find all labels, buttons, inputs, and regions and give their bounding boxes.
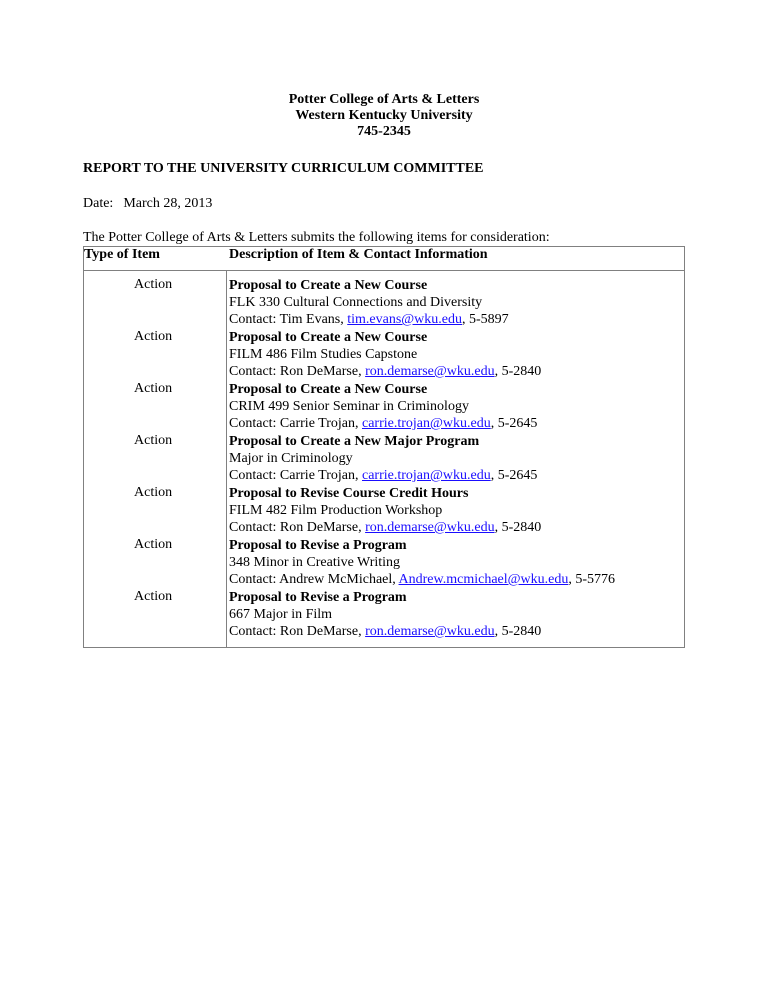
item-contact — [229, 623, 684, 640]
item-type: Action — [134, 381, 173, 396]
item-course: Major in Criminology — [229, 451, 353, 466]
items-table — [83, 246, 685, 648]
type-column — [84, 271, 227, 647]
item-contact — [229, 415, 684, 432]
contact-phone: , 5-2840 — [494, 520, 542, 535]
item-title: Proposal to Create a New Major Program — [229, 434, 480, 449]
contact-name: Contact: Carrie Trojan, — [229, 416, 362, 431]
date-line — [83, 196, 212, 212]
item-type: Action — [134, 485, 173, 500]
contact-name: Contact: Andrew McMichael, — [229, 572, 399, 587]
description-column — [227, 271, 684, 647]
phone-number: 745-2345 — [357, 124, 411, 139]
item-course: 348 Minor in Creative Writing — [229, 555, 401, 570]
item-contact — [229, 571, 684, 588]
contact-phone: , 5-2840 — [494, 364, 542, 379]
column-header-type: Type of Item — [84, 247, 160, 262]
item-type: Action — [134, 277, 173, 292]
item-title: Proposal to Create a New Course — [229, 278, 428, 293]
item-title: Proposal to Create a New Course — [229, 330, 428, 345]
item-title: Proposal to Revise a Program — [229, 538, 407, 553]
table-body — [84, 271, 684, 647]
table-row — [229, 329, 684, 381]
table-row — [229, 433, 684, 485]
table-row — [229, 537, 684, 589]
contact-email-link[interactable]: ron.demarse@wku.edu — [365, 364, 495, 379]
item-type: Action — [134, 433, 173, 448]
contact-email-link[interactable]: tim.evans@wku.edu — [347, 312, 462, 327]
contact-name: Contact: Tim Evans, — [229, 312, 348, 327]
date-label: Date: — [83, 196, 114, 211]
item-course: FLK 330 Cultural Connections and Diversity — [229, 295, 483, 310]
item-contact — [229, 363, 684, 380]
intro-text: The Potter College of Arts & Letters submits the following items for consideration: — [83, 230, 550, 245]
item-contact — [229, 467, 684, 484]
table-header — [84, 247, 684, 271]
contact-phone: , 5-5776 — [568, 572, 616, 587]
item-contact — [229, 519, 684, 536]
item-type: Action — [134, 537, 173, 552]
contact-name: Contact: Carrie Trojan, — [229, 468, 362, 483]
contact-phone: , 5-5897 — [462, 312, 509, 327]
contact-phone: , 5-2645 — [490, 416, 538, 431]
contact-email-link[interactable]: carrie.trojan@wku.edu — [362, 468, 491, 483]
item-type: Action — [134, 589, 173, 604]
date-value: March 28, 2013 — [123, 196, 213, 211]
contact-phone: , 5-2645 — [490, 468, 538, 483]
contact-phone: , 5-2840 — [494, 624, 542, 639]
item-course: FILM 486 Film Studies Capstone — [229, 347, 418, 362]
table-row — [229, 485, 684, 537]
letterhead — [0, 92, 768, 140]
contact-name: Contact: Ron DeMarse, — [229, 520, 366, 535]
college-name: Potter College of Arts & Letters — [288, 92, 480, 107]
contact-name: Contact: Ron DeMarse, — [229, 364, 366, 379]
contact-email-link[interactable]: ron.demarse@wku.edu — [365, 624, 495, 639]
university-name: Western Kentucky University — [295, 108, 473, 123]
item-course: CRIM 499 Senior Seminar in Criminology — [229, 399, 469, 414]
contact-name: Contact: Ron DeMarse, — [229, 624, 366, 639]
table-row — [229, 381, 684, 433]
table-row — [229, 589, 684, 641]
item-title: Proposal to Create a New Course — [229, 382, 428, 397]
contact-email-link[interactable]: Andrew.mcmichael@wku.edu — [398, 572, 569, 587]
item-contact — [229, 311, 684, 328]
item-title: Proposal to Revise a Program — [229, 590, 407, 605]
item-course: FILM 482 Film Production Workshop — [229, 503, 443, 518]
column-header-description: Description of Item & Contact Information — [229, 247, 488, 262]
item-course: 667 Major in Film — [229, 607, 333, 622]
contact-email-link[interactable]: ron.demarse@wku.edu — [365, 520, 495, 535]
report-title: REPORT TO THE UNIVERSITY CURRICULUM COMMITTEE — [83, 161, 484, 176]
item-type: Action — [134, 329, 173, 344]
contact-email-link[interactable]: carrie.trojan@wku.edu — [362, 416, 491, 431]
item-title: Proposal to Revise Course Credit Hours — [229, 486, 469, 501]
table-row — [229, 277, 684, 329]
